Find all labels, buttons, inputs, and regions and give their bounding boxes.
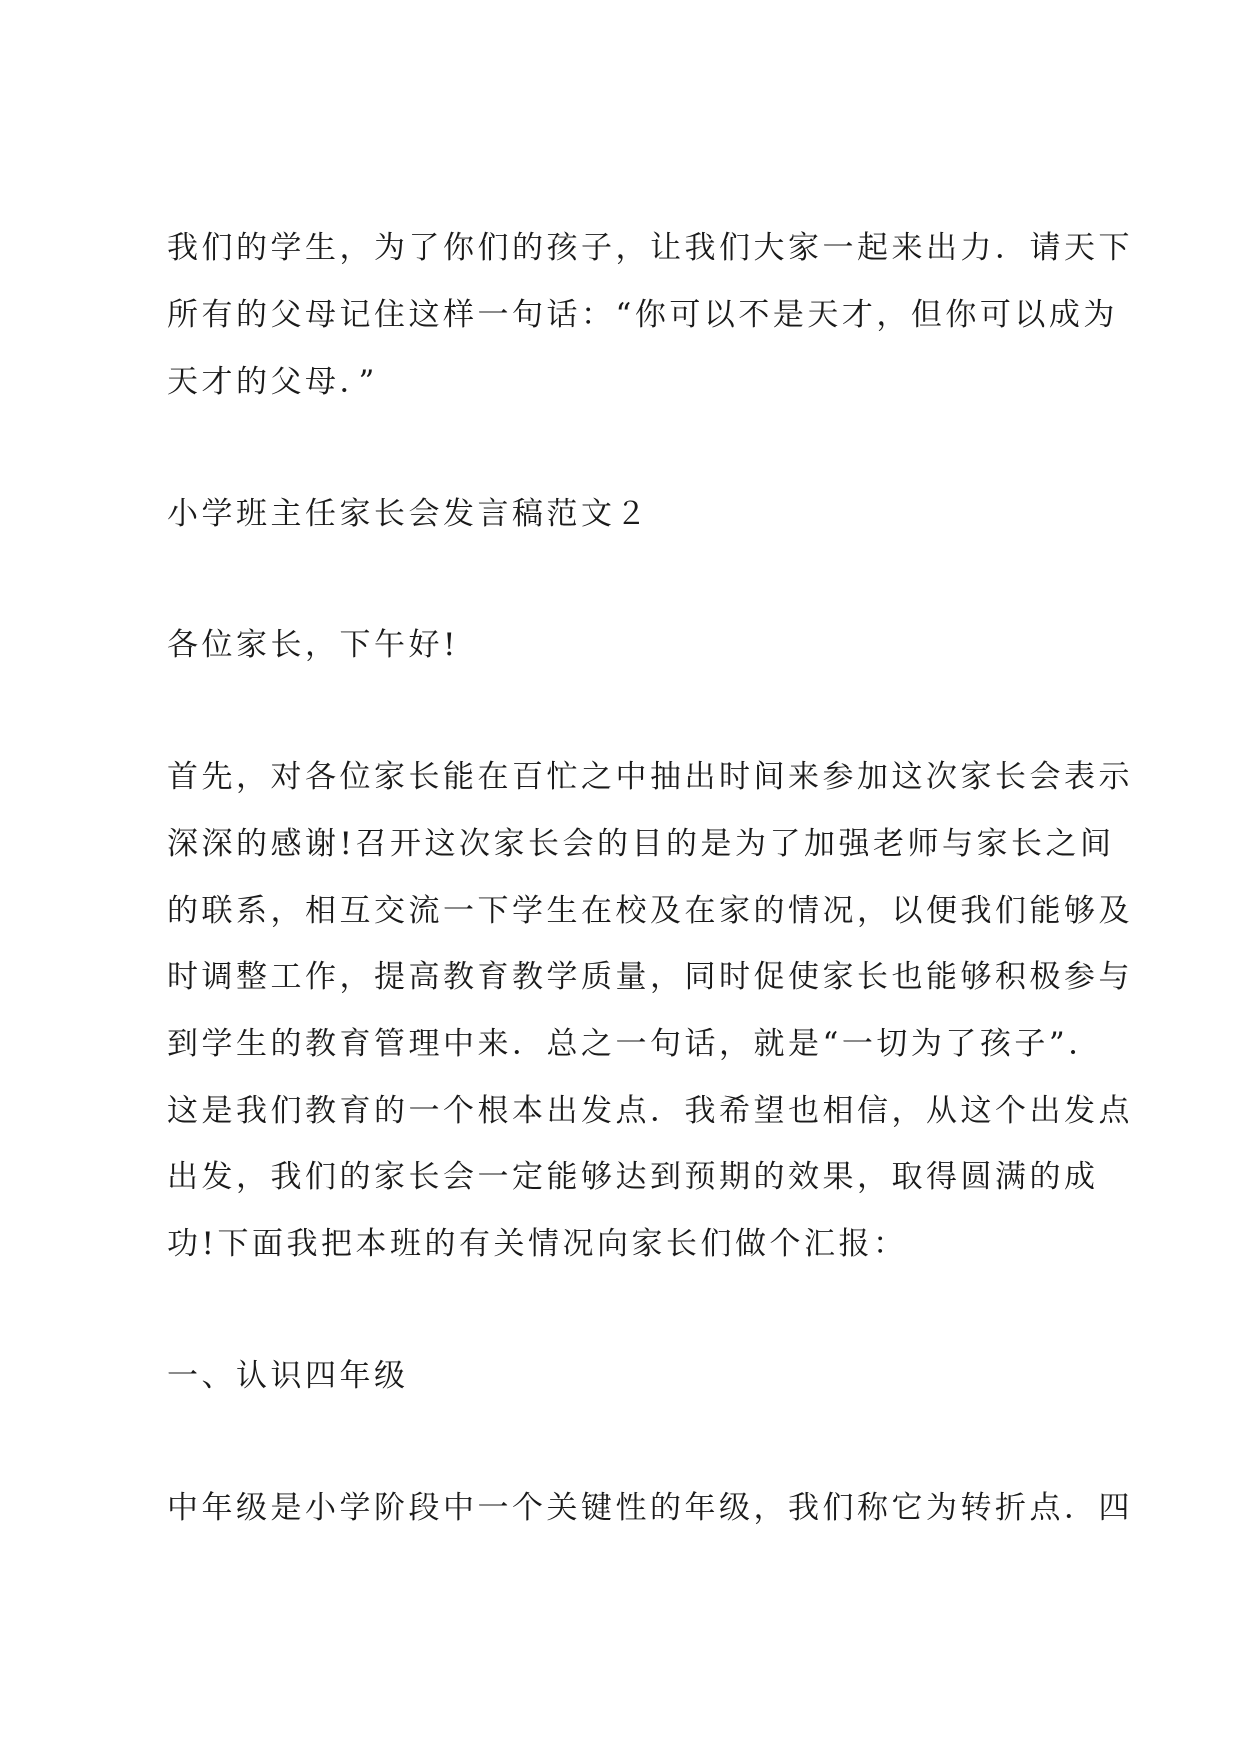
paragraph-line: 我们的学生，为了你们的孩子，让我们大家一起来出力．请天下 (167, 230, 1133, 266)
paragraph-line: 出发，我们的家长会一定能够达到预期的效果，取得圆满的成 (167, 1159, 1099, 1195)
section-heading: 小学班主任家长会发言稿范文２ (167, 496, 650, 532)
paragraph-line: 深深的感谢!召开这次家长会的目的是为了加强老师与家长之间 (167, 826, 1115, 862)
greeting-line: 各位家长，下午好! (167, 627, 459, 663)
paragraph-line: 的联系，相互交流一下学生在校及在家的情况，以便我们能够及 (167, 893, 1133, 929)
paragraph-line: 天才的父母．” (167, 364, 378, 400)
paragraph-line: 首先，对各位家长能在百忙之中抽出时间来参加这次家长会表示 (167, 759, 1133, 795)
section-heading: 一、认识四年级 (167, 1358, 409, 1394)
paragraph-line: 时调整工作，提高教育教学质量，同时促使家长也能够积极参与 (167, 959, 1133, 995)
paragraph-line: 功!下面我把本班的有关情况向家长们做个汇报： (167, 1226, 908, 1262)
paragraph-line: 中年级是小学阶段中一个关键性的年级，我们称它为转折点．四 (167, 1490, 1133, 1526)
paragraph-line: 所有的父母记住这样一句话：“你可以不是天才，但你可以成为 (167, 297, 1118, 333)
paragraph-line: 到学生的教育管理中来．总之一句话，就是“一切为了孩子”． (167, 1026, 1103, 1062)
paragraph-line: 这是我们教育的一个根本出发点．我希望也相信，从这个出发点 (167, 1093, 1133, 1129)
